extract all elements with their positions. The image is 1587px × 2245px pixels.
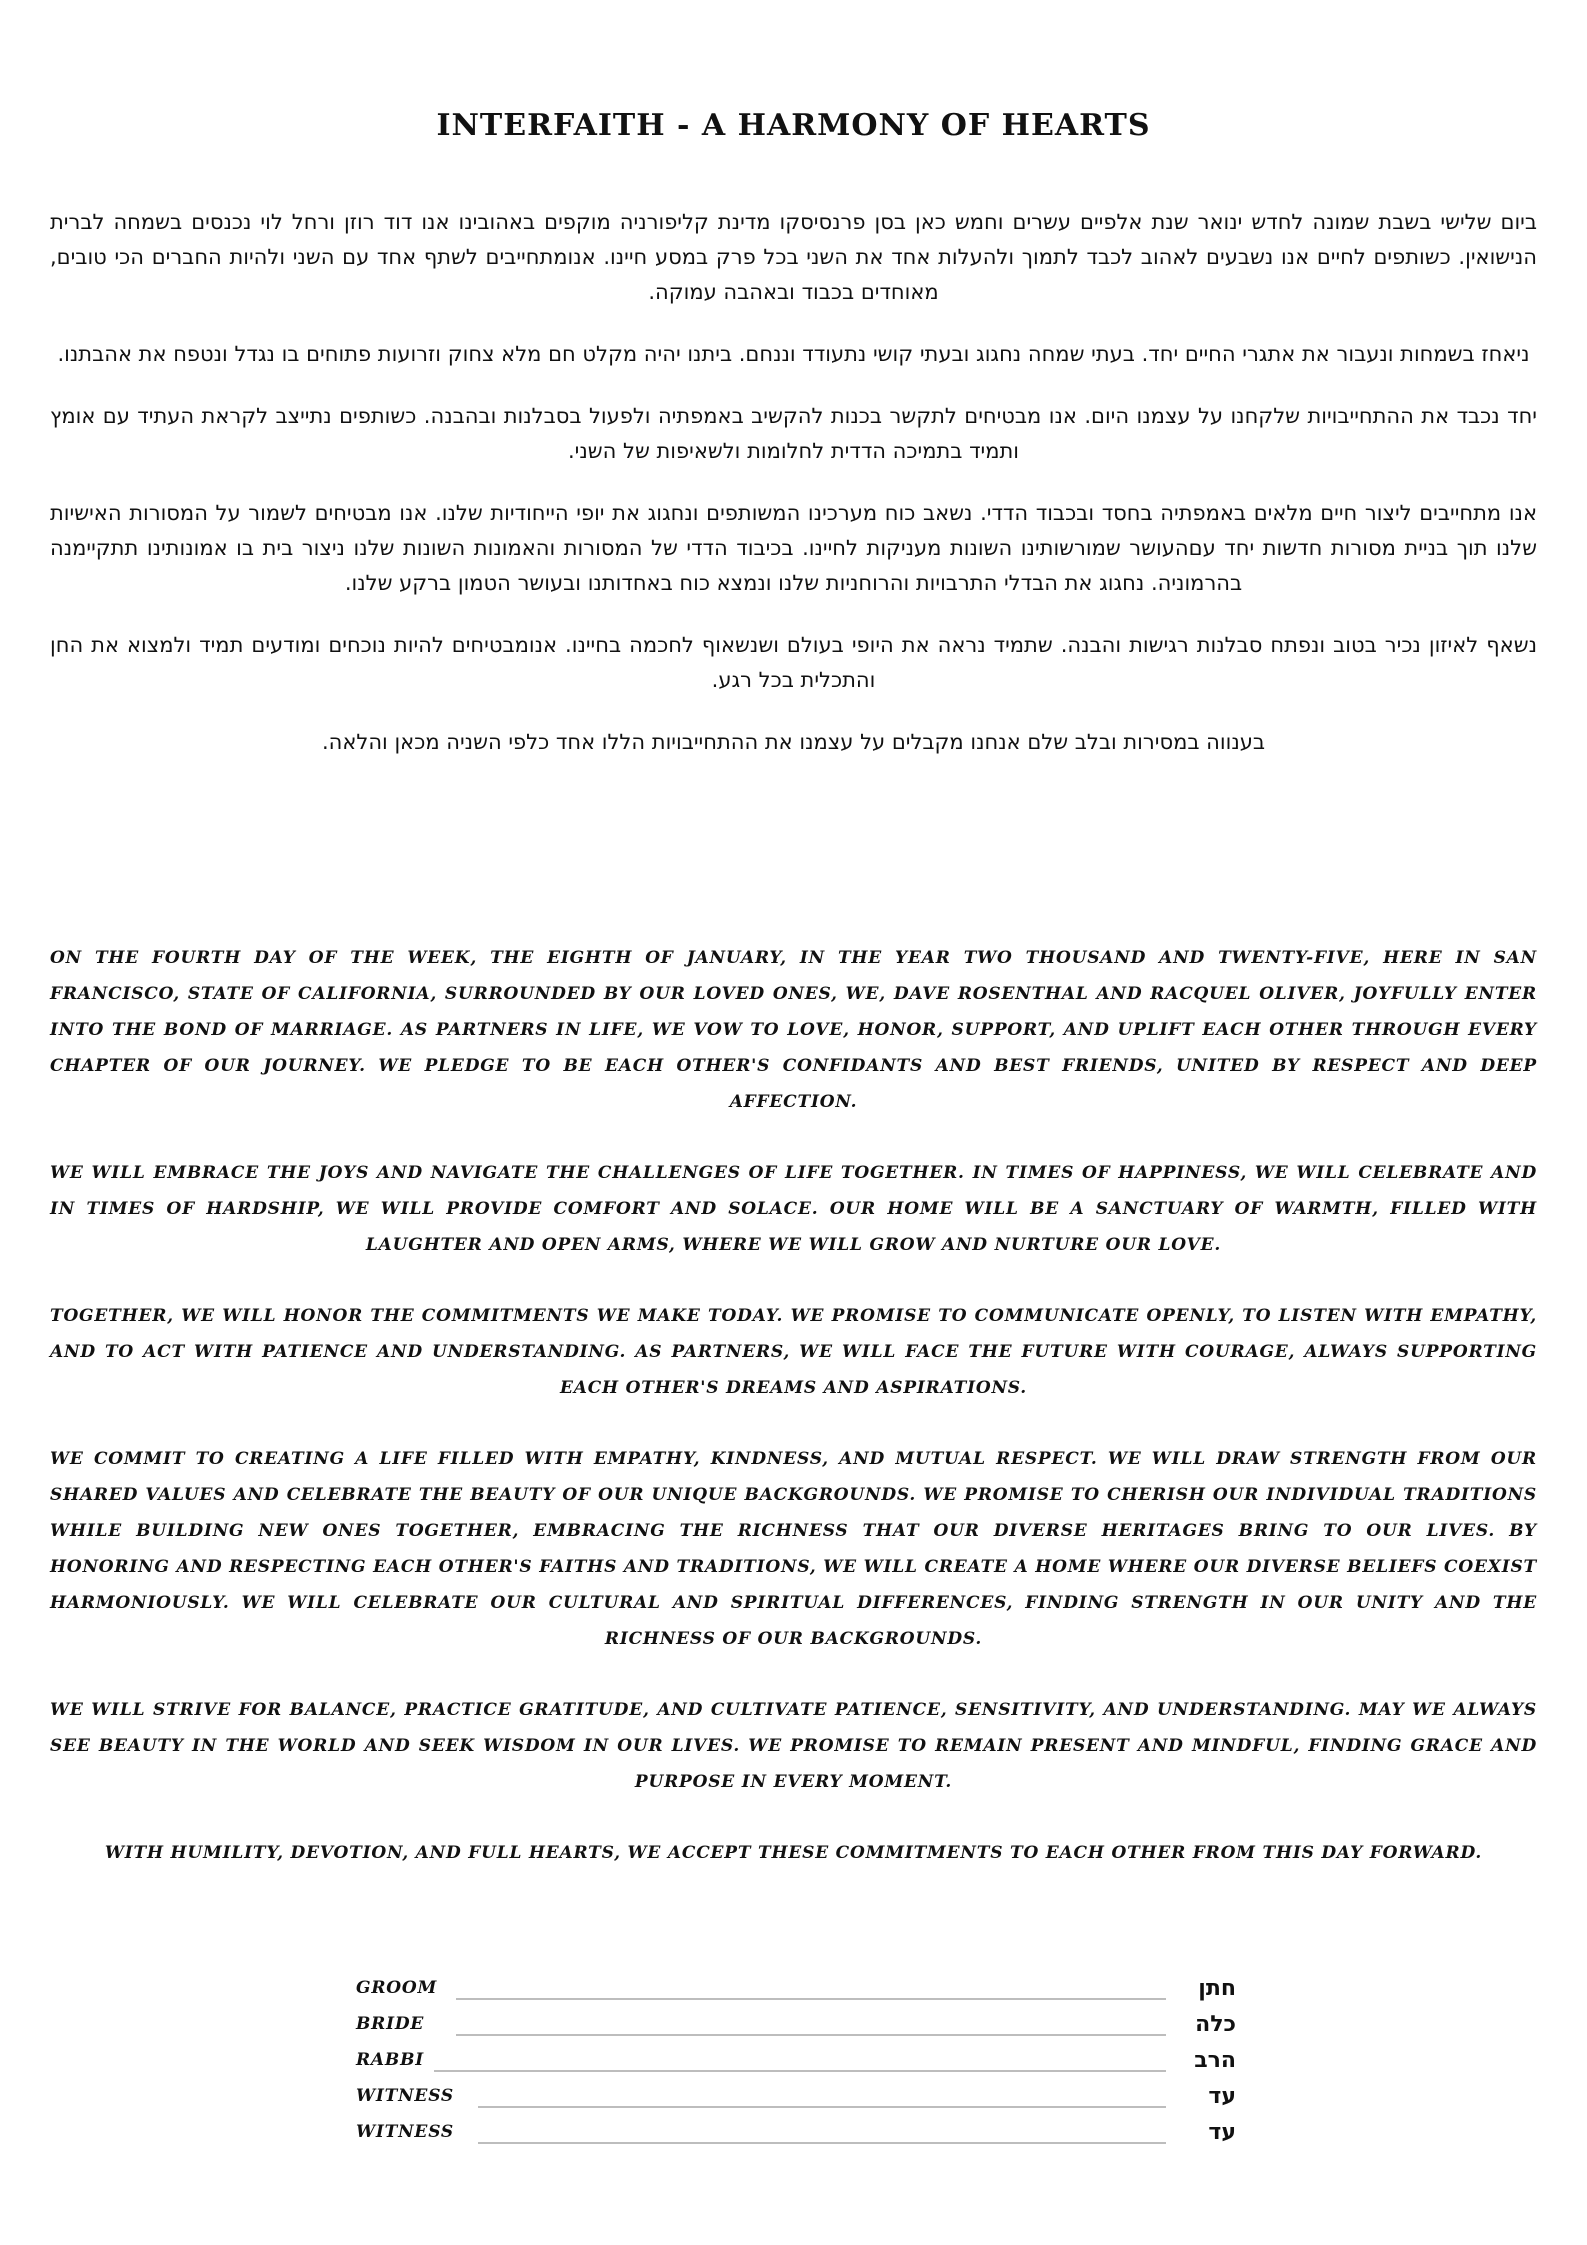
- signature-line[interactable]: [434, 2070, 1166, 2072]
- signature-label-he: הרב: [1194, 2048, 1236, 2073]
- signature-row-rabbi: [356, 2048, 1236, 2084]
- signature-row-witness-1: [356, 2084, 1236, 2120]
- english-paragraph: ON THE FOURTH DAY OF THE WEEK, THE EIGHTH OF JANUARY, IN THE YEAR TWO THOUSAND AND TWENTY-FIVE, HERE IN SAN FRANCISCO, STATE OF CALIFORNIA, SURROUNDED BY OUR LOVED ONES, WE, DAVE ROSENTHAL AND RACQUEL OLIVER, JOYFULLY ENTER INTO THE BOND OF MARRIAGE. AS PARTNERS IN LIFE, WE VOW TO LOVE, HONOR, SUPPORT, AND UPLIFT EACH OTHER THROUGH EVERY CHAPTER OF OUR JOURNEY. WE PLEDGE TO BE EACH OTHER'S CONFIDANTS AND BEST FRIENDS, UNITED BY RESPECT AND DEEP AFFECTION.: [50, 948, 1537, 1112]
- hebrew-paragraph: נשאף לאיזון נכיר בטוב ונפתח סבלנות רגישות והבנה. שתמיד נראה את היופי בעולם ושנשאוף לחכמה בחיינו. אנומבטיחים להיות נוכחים ומודעים תמיד ולמצוא את החן והתכלית בכל רגע.: [50, 633, 1537, 692]
- hebrew-paragraph: אנו מתחייבים ליצור חיים מלאים באמפתיה בחסד ובכבוד הדדי. נשאב כוח מערכינו המשותפים ונחגוג את יופי הייחודיות שלנו. אנו מבטיחים לשמור על המסורות האישיות שלנו תוך בניית מסורות חדשות יחד עםהעושר שמורשותינו השונות מעניקות לחיינו. בכיבוד הדדי של המסורות והאמונות השונות שלנו ניצור בית בו אמונותינו תתקיימנה בהרמוניה. נחגוג את הבדלי התרבויות והרוחניות שלנו ונמצא כוח באחדותנו ובעושר הטמון ברקע שלנו.: [50, 501, 1537, 595]
- signature-label-en: BRIDE: [356, 2014, 425, 2034]
- signature-label-he: עד: [1208, 2120, 1236, 2145]
- signature-label-he: עד: [1208, 2084, 1236, 2109]
- signature-label-en: WITNESS: [356, 2086, 454, 2106]
- signature-row-bride: [356, 2012, 1236, 2048]
- signature-line[interactable]: [456, 1998, 1166, 2000]
- english-paragraph: WE COMMIT TO CREATING A LIFE FILLED WITH EMPATHY, KINDNESS, AND MUTUAL RESPECT. WE WILL DRAW STRENGTH FROM OUR SHARED VALUES AND CELEBRATE THE BEAUTY OF OUR UNIQUE BACKGROUNDS. WE PROMISE TO CHERISH OUR INDIVIDUAL TRADITIONS WHILE BUILDING NEW ONES TOGETHER, EMBRACING THE RICHNESS THAT OUR DIVERSE HERITAGES BRING TO OUR LIVES. BY HONORING AND RESPECTING EACH OTHER'S FAITHS AND TRADITIONS, WE WILL CREATE A HOME WHERE OUR DIVERSE BELIEFS COEXIST HARMONIOUSLY. WE WILL CELEBRATE OUR CULTURAL AND SPIRITUAL DIFFERENCES, FINDING STRENGTH IN OUR UNITY AND THE RICHNESS OF OUR BACKGROUNDS.: [50, 1449, 1537, 1649]
- signature-label-he: כלה: [1195, 2012, 1236, 2037]
- signature-block: [356, 1976, 1236, 2156]
- hebrew-paragraph: ביום שלישי בשבת שמונה לחדש ינואר שנת אלפיים עשרים וחמש כאן בסן פרנסיסקו מדינת קליפורניה מוקפים באהובינו אנו דוד רוזן ורחל לוי נכנסים בשמחה לברית הנישואין. כשותפים לחיים אנו נשבעים לאהוב לכבד לתמוך ולהעלות אחד את השני בכל פרק במסע חיינו. אנומתחייבים לשתף אחד עם השני ולהיות החברים הכי טובים, מאוחדים בכבוד ובאהבה עמוקה.: [50, 210, 1537, 304]
- signature-row-witness-2: [356, 2120, 1236, 2156]
- signature-label-en: RABBI: [356, 2050, 425, 2070]
- signature-label-en: WITNESS: [356, 2122, 454, 2142]
- signature-line[interactable]: [478, 2106, 1166, 2108]
- signature-label-he: חתן: [1198, 1976, 1236, 2001]
- signature-row-groom: [356, 1976, 1236, 2012]
- hebrew-paragraph: בענווה במסירות ובלב שלם אנחנו מקבלים על עצמנו את ההתחייבויות הללו אחד כלפי השניה מכאן והלאה.: [321, 730, 1266, 754]
- signature-label-en: GROOM: [356, 1978, 438, 1998]
- english-paragraph: WITH HUMILITY, DEVOTION, AND FULL HEARTS, WE ACCEPT THESE COMMITMENTS TO EACH OTHER FROM THIS DAY FORWARD.: [104, 1843, 1483, 1863]
- hebrew-paragraph: ניאחז בשמחות ונעבור את אתגרי החיים יחד. בעתי שמחה נחגוג ובעתי קושי נתעודד וננחם. ביתנו יהיה מקלט חם מלא צחוק וזרועות פתוחים בו נגדל ונטפח את אהבתנו.: [57, 342, 1530, 366]
- english-paragraph: TOGETHER, WE WILL HONOR THE COMMITMENTS WE MAKE TODAY. WE PROMISE TO COMMUNICATE OPENLY, TO LISTEN WITH EMPATHY, AND TO ACT WITH PATIENCE AND UNDERSTANDING. AS PARTNERS, WE WILL FACE THE FUTURE WITH COURAGE, ALWAYS SUPPORTING EACH OTHER'S DREAMS AND ASPIRATIONS.: [50, 1306, 1537, 1398]
- hebrew-paragraph: יחד נכבד את ההתחייבויות שלקחנו על עצמנו היום. אנו מבטיחים לתקשר בכנות להקשיב באמפתיה ולפעול בסבלנות ובהבנה. כשותפים נתייצב לקראת העתיד עם אומץ ותמיד בתמיכה הדדית לחלומות ולשאיפות של השני.: [50, 404, 1537, 463]
- english-text-block: [50, 940, 1537, 1906]
- english-paragraph: WE WILL STRIVE FOR BALANCE, PRACTICE GRATITUDE, AND CULTIVATE PATIENCE, SENSITIVITY, AND UNDERSTANDING. MAY WE ALWAYS SEE BEAUTY IN THE WORLD AND SEEK WISDOM IN OUR LIVES. WE PROMISE TO REMAIN PRESENT AND MINDFUL, FINDING GRACE AND PURPOSE IN EVERY MOMENT.: [50, 1700, 1537, 1792]
- signature-line[interactable]: [456, 2034, 1166, 2036]
- hebrew-text-block: [50, 205, 1537, 787]
- english-paragraph: WE WILL EMBRACE THE JOYS AND NAVIGATE THE CHALLENGES OF LIFE TOGETHER. IN TIMES OF HAPPINESS, WE WILL CELEBRATE AND IN TIMES OF HARDSHIP, WE WILL PROVIDE COMFORT AND SOLACE. OUR HOME WILL BE A SANCTUARY OF WARMTH, FILLED WITH LAUGHTER AND OPEN ARMS, WHERE WE WILL GROW AND NURTURE OUR LOVE.: [50, 1163, 1537, 1255]
- signature-line[interactable]: [478, 2142, 1166, 2144]
- document-title: INTERFAITH - A HARMONY OF HEARTS: [436, 108, 1151, 143]
